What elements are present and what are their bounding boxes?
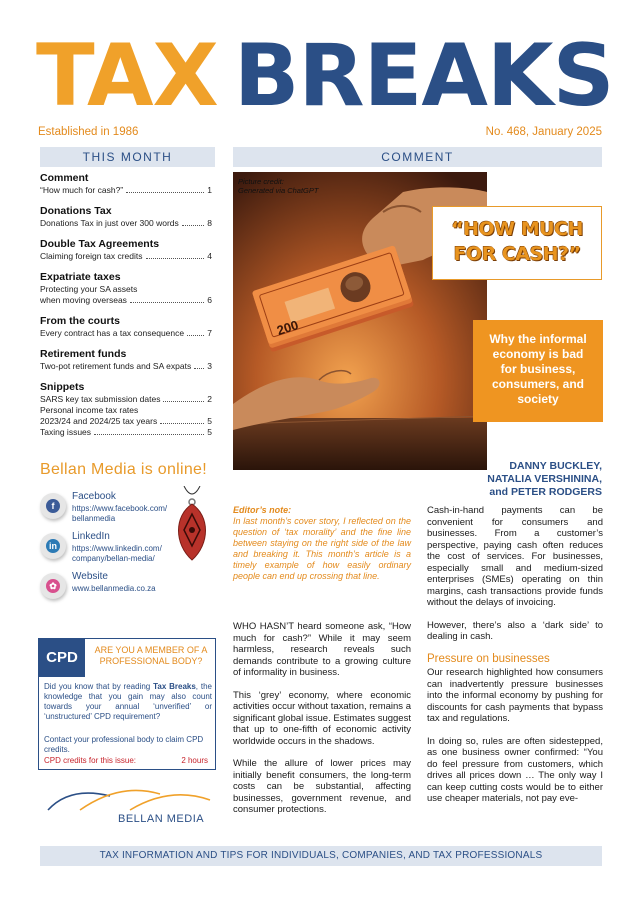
established-line: Established in 1986 xyxy=(38,126,139,138)
table-of-contents xyxy=(40,172,212,447)
footer-band: TAX INFORMATION AND TIPS FOR INDIVIDUALS, COMPANIES, AND TAX PROFESSIONALS xyxy=(40,846,602,866)
toc-leader-dots xyxy=(146,251,205,259)
toc-section xyxy=(40,172,212,196)
toc-section xyxy=(40,238,212,262)
toc-entry[interactable] xyxy=(40,295,212,306)
toc-entry-title: SARS key tax submission dates xyxy=(40,394,161,404)
toc-section xyxy=(40,381,212,438)
linkedin-url: https://www.linkedin.com/ company/bellan-media/ xyxy=(72,544,162,563)
toc-entry[interactable] xyxy=(40,416,212,427)
article-authors: DANNY BUCKLEY, NATALIA VERSHININA, and PETER RODGERS xyxy=(487,460,602,498)
toc-section xyxy=(40,315,212,339)
toc-leader-dots xyxy=(126,185,204,193)
online-heading: Bellan Media is online! xyxy=(40,461,207,478)
toc-section xyxy=(40,205,212,229)
pendant-image xyxy=(170,486,214,562)
toc-section xyxy=(40,348,212,372)
linkedin-label: LinkedIn xyxy=(72,531,110,542)
toc-leader-dots xyxy=(194,361,204,369)
article-column-middle xyxy=(233,621,411,827)
toc-heading: Expatriate taxes xyxy=(40,271,121,283)
toc-page-number: 2 xyxy=(207,394,212,404)
cpd-badge: CPD xyxy=(39,639,85,677)
toc-entry-title: Every contract has a tax consequence xyxy=(40,328,185,338)
toc-leader-dots xyxy=(160,416,204,424)
toc-page-number: 7 xyxy=(207,328,212,338)
toc-entry[interactable] xyxy=(40,218,212,229)
toc-section xyxy=(40,271,212,306)
cpd-question: ARE YOU A MEMBER OF A PROFESSIONAL BODY? xyxy=(94,645,208,666)
masthead-breaks: BREAKS xyxy=(233,26,614,126)
toc-entry[interactable] xyxy=(40,328,212,339)
cover-subhead: Why the informal economy is bad for business, consumers, and society xyxy=(473,320,603,422)
cpd-credits: CPD credits for this issue: 2 hours xyxy=(44,756,208,765)
article-paragraph: In doing so, rules are often sidestepped, as one business owner confirmed: “You do feel pressure from customers, which drives all prices down … The only way I can keep cutting costs would be to either use cheaper materials, not pay eve- xyxy=(427,735,603,804)
website-url: www.bellanmedia.co.za xyxy=(72,584,156,593)
facebook-icon: f xyxy=(40,493,66,519)
toc-entry-title: Donations Tax in just over 300 words xyxy=(40,218,179,228)
toc-entry-title: Claiming foreign tax credits xyxy=(40,251,143,261)
toc-heading: Snippets xyxy=(40,381,85,393)
toc-leader-dots xyxy=(187,328,204,336)
toc-entry-title: Protecting your SA assets xyxy=(40,284,138,294)
article-column-right xyxy=(427,505,603,816)
toc-entry-title: 2023/24 and 2024/25 tax years xyxy=(40,416,158,426)
editors-note-body: In last month’s cover story, I reflected on the question of ‘tax morality’ and the fine line between staying on the right side of the law and breaking it. This month’s article is a timely example of how easily ordinary people can end up crossing that line. xyxy=(233,516,411,581)
toc-heading: Double Tax Agreements xyxy=(40,238,160,250)
toc-entry-title: Personal income tax rates xyxy=(40,405,139,415)
toc-entry[interactable] xyxy=(40,405,212,416)
article-paragraph: This ‘grey’ economy, where economic activities occur without taxation, remains a significant global issue. Estimates suggest that up to one-fifth of economic activity worldwide occurs in the shadows. xyxy=(233,689,411,747)
article-paragraph: Our research highlighted how consumers can inadvertently pressure businesses into the informal economy by pushing for discounts for cash payments that bypass tax and regulations. xyxy=(427,667,603,724)
article-paragraph: WHO HASN’T heard someone ask, “How much for cash?” While it may seem harmless, research reveals such demands contribute to a growing culture of informality in business. xyxy=(233,621,411,678)
cpd-contact: Contact your professional body to claim CPD credits. xyxy=(44,735,204,754)
banknote-number: 200 xyxy=(274,317,301,339)
toc-page-number: 4 xyxy=(207,251,212,261)
masthead-tax: TAX xyxy=(36,26,218,126)
toc-entry-title: “How much for cash?” xyxy=(40,185,124,195)
cpd-body: Did you know that by reading Tax Breaks, the knowledge that you gain may also count towards your annual ‘unverified’ or ‘unstructured’ CPD requirement? xyxy=(44,682,212,721)
article-paragraph: While the allure of lower prices may initially benefit consumers, the long-term costs can be substantial, affecting businesses, government revenue, and consumer protections. xyxy=(233,758,411,815)
toc-entry[interactable] xyxy=(40,427,212,438)
comment-band: COMMENT xyxy=(233,147,602,167)
toc-entry[interactable] xyxy=(40,361,212,372)
toc-entry-title: when moving overseas xyxy=(40,295,127,305)
facebook-url: https://www.facebook.com/ bellanmedia xyxy=(72,504,168,523)
toc-page-number: 8 xyxy=(207,218,212,228)
linkedin-icon: in xyxy=(40,533,66,559)
toc-page-number: 1 xyxy=(207,185,212,195)
toc-page-number: 5 xyxy=(207,427,212,437)
facebook-label: Facebook xyxy=(72,491,116,502)
cover-headline: “HOW MUCH FOR CASH?” xyxy=(432,206,602,280)
toc-heading: Retirement funds xyxy=(40,348,127,360)
article-paragraph: Cash-in-hand payments can be convenient for consumers and businesses. From a customer’s perspective, paying cash often reduces the cost of services. For businesses, especially small and medium-sized enterprises (SMEs) operating on thin margins, cash transactions provide funds without the delays of invoicing. xyxy=(427,505,603,608)
toc-page-number: 6 xyxy=(207,295,212,305)
editors-note xyxy=(233,505,411,582)
toc-entry[interactable] xyxy=(40,185,212,196)
toc-leader-dots xyxy=(94,427,204,435)
toc-heading: Comment xyxy=(40,172,89,184)
toc-entry-title: Taxing issues xyxy=(40,427,92,437)
toc-page-number: 5 xyxy=(207,416,212,426)
toc-entry[interactable] xyxy=(40,284,212,295)
toc-heading: Donations Tax xyxy=(40,205,112,217)
issue-number: No. 468, January 2025 xyxy=(485,126,602,138)
article-subheading: Pressure on businesses xyxy=(427,652,550,665)
toc-entry[interactable] xyxy=(40,394,212,405)
toc-entry-title: Two-pot retirement funds and SA expats xyxy=(40,361,192,371)
article-paragraph: However, there’s also a ‘dark side’ to dealing in cash. xyxy=(427,619,603,642)
toc-leader-dots xyxy=(182,218,205,226)
website-label: Website xyxy=(72,571,108,582)
cpd-box xyxy=(38,638,216,770)
picture-credit: Picture credit: Generated via ChatGPT xyxy=(238,177,319,195)
website-icon: ✿ xyxy=(40,573,66,599)
toc-page-number: 3 xyxy=(207,361,212,371)
masthead xyxy=(36,28,614,124)
this-month-band: THIS MONTH xyxy=(40,147,215,167)
website-link[interactable] xyxy=(40,571,200,615)
toc-entry[interactable] xyxy=(40,251,212,262)
editors-note-heading: Editor’s note: xyxy=(233,505,292,515)
bellan-media-logo xyxy=(40,780,220,828)
toc-leader-dots xyxy=(130,295,204,303)
toc-heading: From the courts xyxy=(40,315,120,327)
toc-leader-dots xyxy=(163,394,204,402)
logo-text: BELLAN MEDIA xyxy=(118,813,205,825)
